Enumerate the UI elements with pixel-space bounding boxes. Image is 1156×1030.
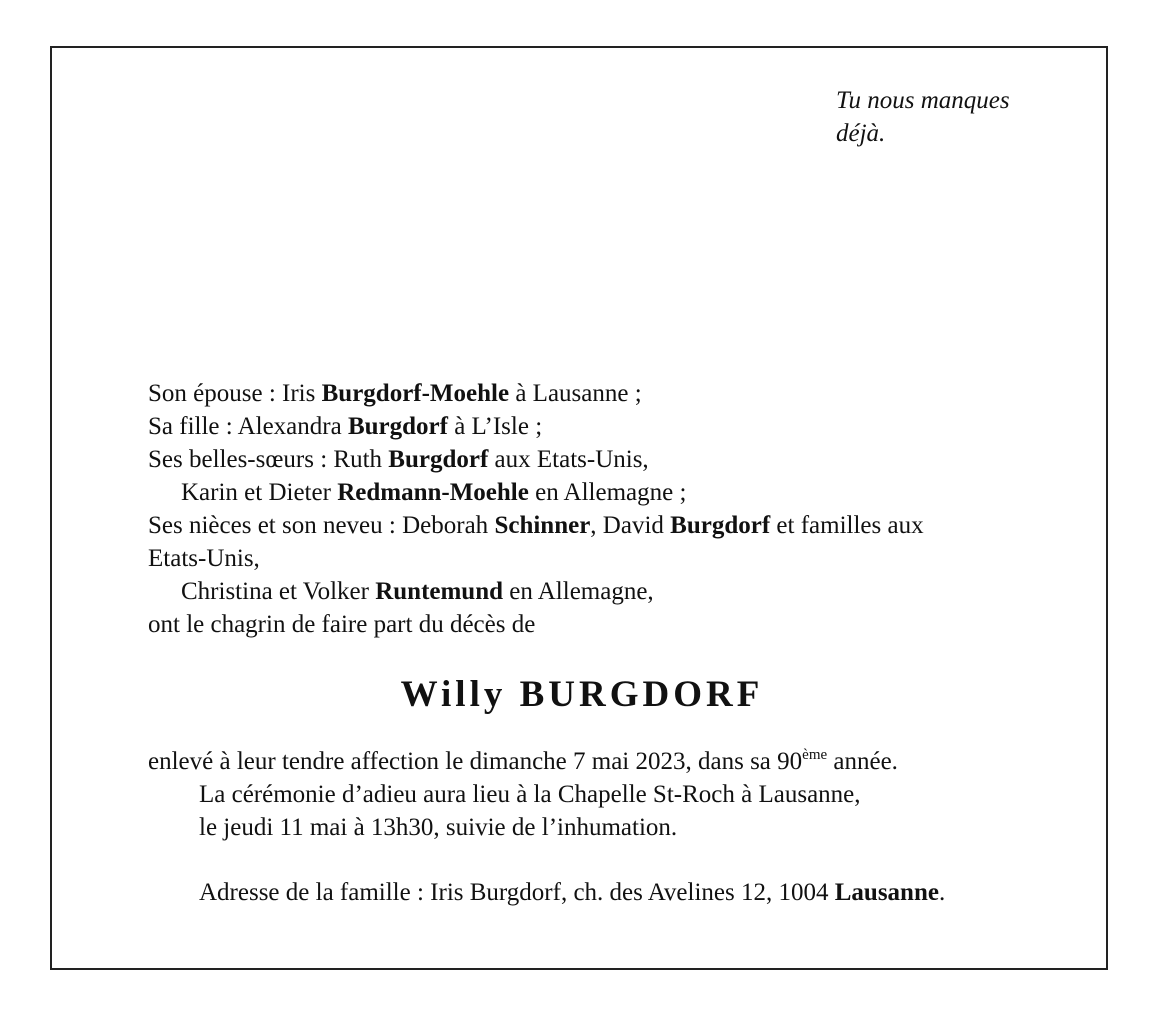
family-sisters-in-law-2 bbox=[148, 476, 1048, 509]
spouse-name: Burgdorf-Moehle bbox=[321, 380, 510, 407]
epigraph-line-2: déjà. bbox=[836, 120, 886, 147]
deceased-line-1 bbox=[148, 745, 1078, 778]
ordinal-superscript: ème bbox=[802, 747, 828, 763]
family-nieces-1 bbox=[148, 509, 1048, 542]
nieces-2-suffix: en Allemagne, bbox=[503, 578, 654, 605]
deceased-details bbox=[148, 745, 1078, 844]
nieces-2-name: Runtemund bbox=[375, 578, 504, 605]
daughter-suffix: à L’Isle ; bbox=[447, 413, 543, 440]
daughter-name: Burgdorf bbox=[347, 413, 448, 440]
family-announcement: ont le chagrin de faire part du décès de bbox=[148, 611, 536, 638]
nieces-name-2: Burgdorf bbox=[670, 512, 771, 539]
sisters-in-law-2-name: Redmann-Moehle bbox=[337, 479, 529, 506]
daughter-prefix: Sa fille : Alexandra bbox=[148, 413, 348, 440]
address-city: Lausanne bbox=[834, 879, 939, 906]
address-prefix: Adresse de la famille : Iris Burgdorf, ch. des Avelines 12, 1004 bbox=[199, 879, 835, 906]
family-list bbox=[148, 377, 1048, 641]
nieces-name-1: Schinner bbox=[494, 512, 591, 539]
family-sisters-in-law-1 bbox=[148, 443, 1048, 476]
family-spouse bbox=[148, 377, 1048, 410]
sisters-in-law-2-suffix: en Allemagne ; bbox=[528, 479, 687, 506]
sisters-in-law-prefix: Ses belles-sœurs : Ruth bbox=[148, 446, 389, 473]
deceased-name: Willy BURGDORF bbox=[400, 674, 764, 715]
epigraph bbox=[836, 84, 1066, 150]
address-suffix: . bbox=[938, 879, 946, 906]
sisters-in-law-2-prefix: Karin et Dieter bbox=[181, 479, 338, 506]
spouse-prefix: Son épouse : Iris bbox=[148, 380, 322, 407]
ceremony-line-1: La cérémonie d’adieu aura lieu à la Chapelle St-Roch à Lausanne, bbox=[199, 781, 861, 808]
deceased-line-1-suffix: année. bbox=[827, 748, 898, 775]
nieces-middle: , David bbox=[590, 512, 671, 539]
sisters-in-law-name: Burgdorf bbox=[388, 446, 489, 473]
ceremony-line-2: le jeudi 11 mai à 13h30, suivie de l’inhumation. bbox=[199, 814, 678, 841]
deceased-line-1-prefix: enlevé à leur tendre affection le dimanche 7 mai 2023, dans sa 90 bbox=[148, 748, 803, 775]
spouse-suffix: à Lausanne ; bbox=[509, 380, 642, 407]
epigraph-line-1: Tu nous manques bbox=[836, 87, 1010, 114]
sisters-in-law-suffix: aux Etats-Unis, bbox=[488, 446, 649, 473]
nieces-2-prefix: Christina et Volker bbox=[181, 578, 376, 605]
family-nieces-cont: Etats-Unis, bbox=[148, 545, 260, 572]
nieces-suffix: et familles aux bbox=[770, 512, 924, 539]
nieces-prefix: Ses nièces et son neveu : Deborah bbox=[148, 512, 495, 539]
family-address bbox=[199, 876, 1099, 909]
family-daughter bbox=[148, 410, 1048, 443]
family-nieces-2 bbox=[148, 575, 1048, 608]
